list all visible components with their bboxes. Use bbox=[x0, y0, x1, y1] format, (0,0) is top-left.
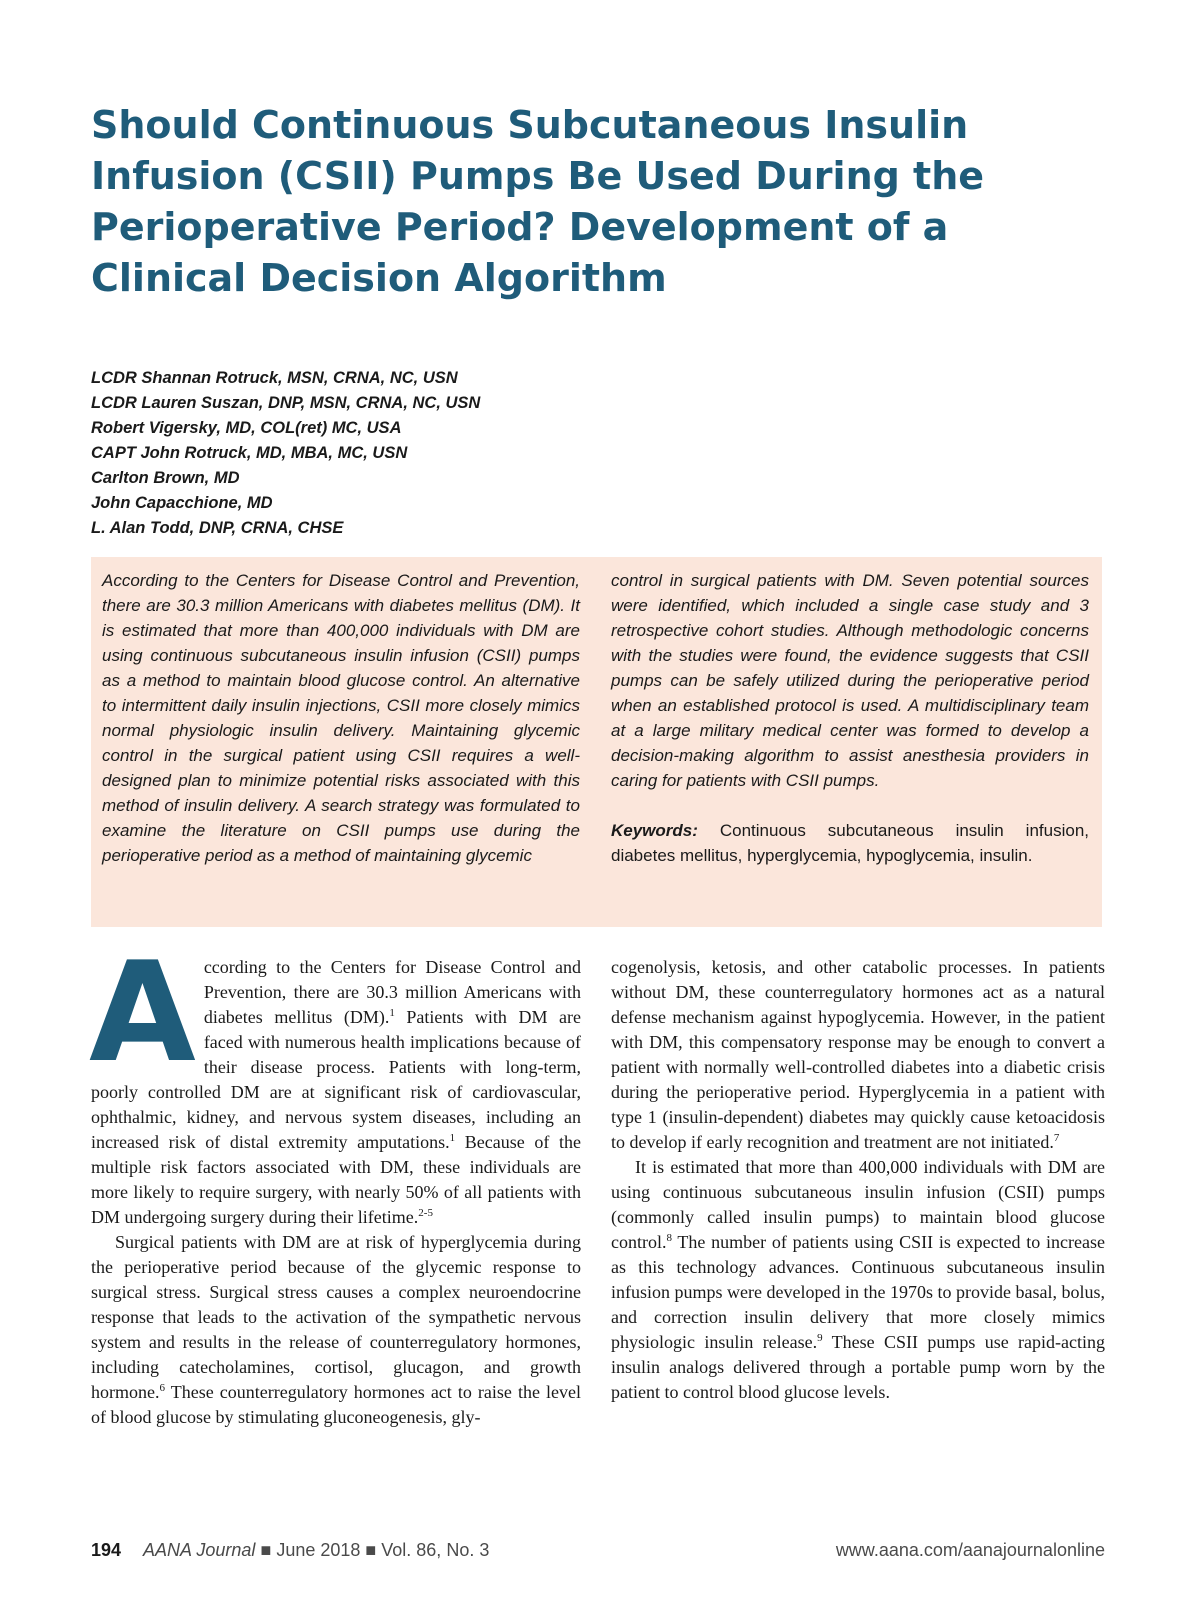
keywords-label: Keywords: bbox=[611, 821, 698, 840]
body-paragraph-3: cogenolysis, ketosis, and other catabolic processes. In patients without DM, these counterregulatory hormones act as a natural defense mechanism against hypoglycemia. However, in the patient with DM, this compensatory response may be enough to convert a patient with normally well-controlled diabetes into a diabetic crisis during the perioperative period. Hyperglycemia in a patient with type 1 (insulin-dependent) diabetes may quickly cause ketoacidosis to develop if early recognition and treatment are not initiated.$^7$ bbox=[611, 957, 1105, 1152]
author: John Capacchione, MD bbox=[91, 494, 273, 512]
article-title: Should Continuous Subcutaneous Insulin Infusion (CSII) Pumps Be Used During the Perioperative Period? Development of a Clinical Decision Algorithm bbox=[91, 103, 985, 300]
drop-cap: A bbox=[89, 932, 196, 1093]
body-column-right bbox=[611, 955, 1105, 1405]
reference-citation: 1 bbox=[389, 1007, 395, 1019]
reference-citation: 8 bbox=[666, 1232, 672, 1244]
issue-date: June 2018 bbox=[276, 1540, 361, 1560]
journal-name: AANA Journal bbox=[143, 1540, 256, 1560]
author: Robert Vigersky, MD, COL(ret) MC, USA bbox=[91, 419, 402, 437]
keywords-text: Continuous subcutaneous insulin infusion, diabetes mellitus, hyperglycemia, hypoglycemia, insulin. bbox=[611, 821, 1090, 865]
abstract-column-left bbox=[102, 568, 580, 868]
author: LCDR Lauren Suszan, DNP, MSN, CRNA, NC, USN bbox=[91, 394, 481, 412]
body-paragraph-4: It is estimated that more than 400,000 individuals with DM are using continuous subcutaneous insulin infusion (CSII) pumps (commonly called insulin pumps) to maintain blood glucose control.$^8$ The number of patients using CSII is expected to increase as this technology advances. Continuous subcutaneous insulin infusion pumps were developed in the 1970s to provide basal, bolus, and correction insulin delivery that more closely mimics physiologic insulin release.$^9$ These CSII pumps use rapid-acting insulin analogs delivered through a portable pump worn by the patient to control blood glucose levels. bbox=[611, 1157, 1105, 1402]
author: Carlton Brown, MD bbox=[91, 469, 240, 487]
abstract-text-left: According to the Centers for Disease Control and Prevention, there are 30.3 million Americans with diabetes mellitus (DM). It is estimated that more than 400,000 individuals with DM are using continuous subcutaneous insulin infusion (CSII) pumps as a method to maintain blood glucose control. An alternative to intermittent daily insulin injections, CSII more closely mimics normal physiologic insulin delivery. Maintaining glycemic control in the surgical patient using CSII requires a well-designed plan to minimize potential risks associated with this method of insulin delivery. A search strategy was formulated to examine the literature on CSII pumps use during the perioperative period as a method of maintaining glycemic bbox=[102, 571, 580, 865]
keywords bbox=[611, 818, 1089, 868]
body-paragraph-1: According to the Centers for Disease Control and Prevention, there are 30.3 million Americans with diabetes mellitus (DM).$^1$ Patients with DM are faced with numerous health implications because of their disease process. Patients with long-term, poorly controlled DM are at significant risk of cardiovascular, ophthalmic, kidney, and nervous system diseases, including an increased risk of distal extremity amputations.$^1$ Because of the multiple risk factors associated with DM, these individuals are more likely to require surgery, with nearly 50% of all patients with DM undergoing surgery during their lifetime.$^{2-5}$ bbox=[89, 932, 581, 1227]
reference-citation: 1 bbox=[449, 1132, 456, 1144]
author: CAPT John Rotruck, MD, MBA, MC, USN bbox=[91, 444, 408, 462]
reference-citation: 9 bbox=[817, 1332, 823, 1344]
reference-citation: 2-5 bbox=[418, 1207, 433, 1219]
volume-info: Vol. 86, No. 3 bbox=[381, 1540, 490, 1560]
reference-citation: 7 bbox=[1053, 1132, 1060, 1144]
author-list bbox=[91, 366, 480, 541]
abstract-box bbox=[91, 557, 1102, 927]
reference-citation: 6 bbox=[159, 1382, 165, 1394]
abstract-text-right: control in surgical patients with DM. Seven potential sources were identified, which included a single case study and 3 retrospective cohort studies. Although methodologic concerns with the studies were found, the evidence suggests that CSII pumps can be safely utilized during the perioperative period when an established protocol is used. A multidisciplinary team at a large military medical center was formed to develop a decision-making algorithm to assist anesthesia providers in caring for patients with CSII pumps. bbox=[611, 571, 1089, 790]
author: L. Alan Todd, DNP, CRNA, CHSE bbox=[91, 519, 344, 537]
body-paragraph-2: Surgical patients with DM are at risk of hyperglycemia during the perioperative period because of the glycemic response to surgical stress. Surgical stress causes a complex neuroendocrine response that leads to the activation of the sympathetic nervous system and results in the release of counterregulatory hormones, including catecholamines, cortisol, glucagon, and growth hormone.$^6$ These counterregulatory hormones act to raise the level of blood glucose by stimulating gluconeogenesis, gly- bbox=[91, 1232, 581, 1427]
page-footer bbox=[91, 1540, 1105, 1564]
author: LCDR Shannan Rotruck, MSN, CRNA, NC, USN bbox=[91, 369, 458, 387]
footer-separator: ■ bbox=[255, 1540, 277, 1560]
abstract-column-right bbox=[611, 568, 1089, 868]
body-column-left bbox=[89, 932, 581, 1430]
page-number: 194 bbox=[91, 1540, 122, 1560]
footer-separator: ■ bbox=[360, 1540, 382, 1560]
journal-url: www.aana.com/aanajournalonline bbox=[835, 1540, 1105, 1560]
